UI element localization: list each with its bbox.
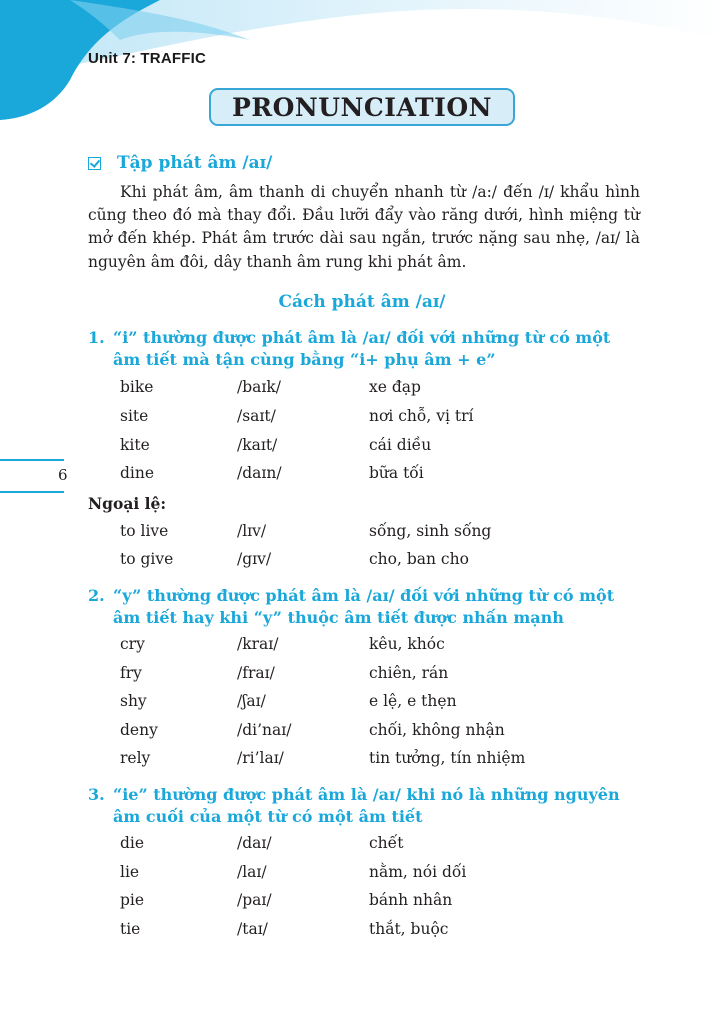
example-meaning: chết bbox=[369, 834, 404, 852]
example-word: rely bbox=[120, 749, 151, 767]
example-meaning: chối, không nhận bbox=[369, 721, 505, 739]
example-word: site bbox=[120, 407, 149, 425]
rule-3 bbox=[88, 784, 640, 828]
margin-line-top bbox=[0, 459, 64, 461]
page-number: 6 bbox=[58, 466, 68, 484]
example-row bbox=[120, 834, 640, 856]
example-meaning: sống, sinh sống bbox=[369, 522, 492, 540]
example-meaning: cái diều bbox=[369, 436, 432, 454]
example-ipa: /kaɪt/ bbox=[237, 436, 278, 454]
intro-paragraph: Khi phát âm, âm thanh di chuyển nhanh từ /a:/ đến /ɪ/ khẩu hình cũng theo đó mà thay đổi. Đầu lưỡi đẩy vào răng dưới, hình miệng từ mở đến khép. Phát âm trước dài sau ngắn, trước nặng sau nhẹ, /aɪ/ là nguyên âm đôi, dây thanh âm rung khi phát âm. bbox=[88, 183, 640, 271]
example-row bbox=[120, 407, 640, 429]
example-row bbox=[120, 749, 640, 771]
example-word: die bbox=[120, 834, 145, 852]
example-ipa: /lɪv/ bbox=[237, 522, 267, 540]
rule-number: 3. bbox=[88, 785, 105, 804]
rule-number: 2. bbox=[88, 586, 105, 605]
example-word: bike bbox=[120, 378, 154, 396]
example-meaning: chiên, rán bbox=[369, 664, 449, 682]
example-ipa: /daɪ/ bbox=[237, 834, 272, 852]
rule-2 bbox=[88, 585, 640, 629]
rule-text: “y” thường được phát âm là /aɪ/ đối với những từ có một âm tiết hay khi “y” thuộc âm tiết được nhấn mạnh bbox=[113, 586, 615, 627]
example-meaning: tin tưởng, tín nhiệm bbox=[369, 749, 526, 767]
rule-1 bbox=[88, 327, 640, 371]
example-word: tie bbox=[120, 920, 141, 938]
example-row bbox=[120, 436, 640, 458]
example-row bbox=[120, 692, 640, 714]
example-meaning: nơi chỗ, vị trí bbox=[369, 407, 474, 425]
example-ipa: /ʃaɪ/ bbox=[237, 692, 266, 710]
example-word: kite bbox=[120, 436, 150, 454]
rule-number: 1. bbox=[88, 328, 105, 347]
example-word: cry bbox=[120, 635, 145, 653]
exception-row bbox=[120, 550, 640, 572]
example-row bbox=[120, 664, 640, 686]
title-box bbox=[209, 88, 515, 126]
example-row bbox=[120, 891, 640, 913]
example-row bbox=[120, 378, 640, 400]
example-ipa: /kraɪ/ bbox=[237, 635, 279, 653]
example-word: shy bbox=[120, 692, 147, 710]
example-word: deny bbox=[120, 721, 158, 739]
example-meaning: e lệ, e thẹn bbox=[369, 692, 457, 710]
example-ipa: /ri’laɪ/ bbox=[237, 749, 284, 767]
margin-line-bottom bbox=[0, 491, 64, 493]
rule-text: “i” thường được phát âm là /aɪ/ đối với những từ có một âm tiết mà tận cùng bằng “i+ phụ âm + e” bbox=[113, 328, 611, 369]
example-ipa: /taɪ/ bbox=[237, 920, 268, 938]
page-title: PRONUNCIATION bbox=[232, 92, 492, 122]
exception-label: Ngoại lệ: bbox=[88, 494, 167, 513]
section-heading-text: Tập phát âm /aɪ/ bbox=[117, 153, 273, 173]
example-row bbox=[120, 863, 640, 885]
example-meaning: bữa tối bbox=[369, 464, 424, 482]
example-ipa: /fraɪ/ bbox=[237, 664, 275, 682]
example-ipa: /di’naɪ/ bbox=[237, 721, 292, 739]
example-row bbox=[120, 721, 640, 743]
example-word: to give bbox=[120, 550, 174, 568]
example-meaning: cho, ban cho bbox=[369, 550, 469, 568]
subheading: Cách phát âm /aɪ/ bbox=[278, 292, 446, 312]
example-ipa: /paɪ/ bbox=[237, 891, 272, 909]
example-word: pie bbox=[120, 891, 145, 909]
example-row bbox=[120, 920, 640, 942]
exception-row bbox=[120, 522, 640, 544]
example-word: lie bbox=[120, 863, 140, 881]
example-word: fry bbox=[120, 664, 142, 682]
example-row bbox=[120, 635, 640, 657]
unit-header: Unit 7: TRAFFIC bbox=[88, 50, 206, 67]
example-meaning: xe đạp bbox=[369, 378, 421, 396]
example-row bbox=[120, 464, 640, 486]
example-ipa: /laɪ/ bbox=[237, 863, 267, 881]
example-ipa: /saɪt/ bbox=[237, 407, 276, 425]
example-meaning: thắt, buộc bbox=[369, 920, 449, 938]
checkbox-icon bbox=[88, 157, 101, 170]
example-meaning: kêu, khóc bbox=[369, 635, 445, 653]
example-word: dine bbox=[120, 464, 155, 482]
example-word: to live bbox=[120, 522, 169, 540]
example-ipa: /baɪk/ bbox=[237, 378, 281, 396]
rule-text: “ie” thường được phát âm là /aɪ/ khi nó là những nguyên âm cuối của một từ có một âm tiết bbox=[113, 785, 620, 826]
example-meaning: bánh nhân bbox=[369, 891, 453, 909]
example-ipa: /gɪv/ bbox=[237, 550, 272, 568]
example-meaning: nằm, nói dối bbox=[369, 863, 467, 881]
section-heading bbox=[88, 153, 272, 173]
example-ipa: /daɪn/ bbox=[237, 464, 282, 482]
